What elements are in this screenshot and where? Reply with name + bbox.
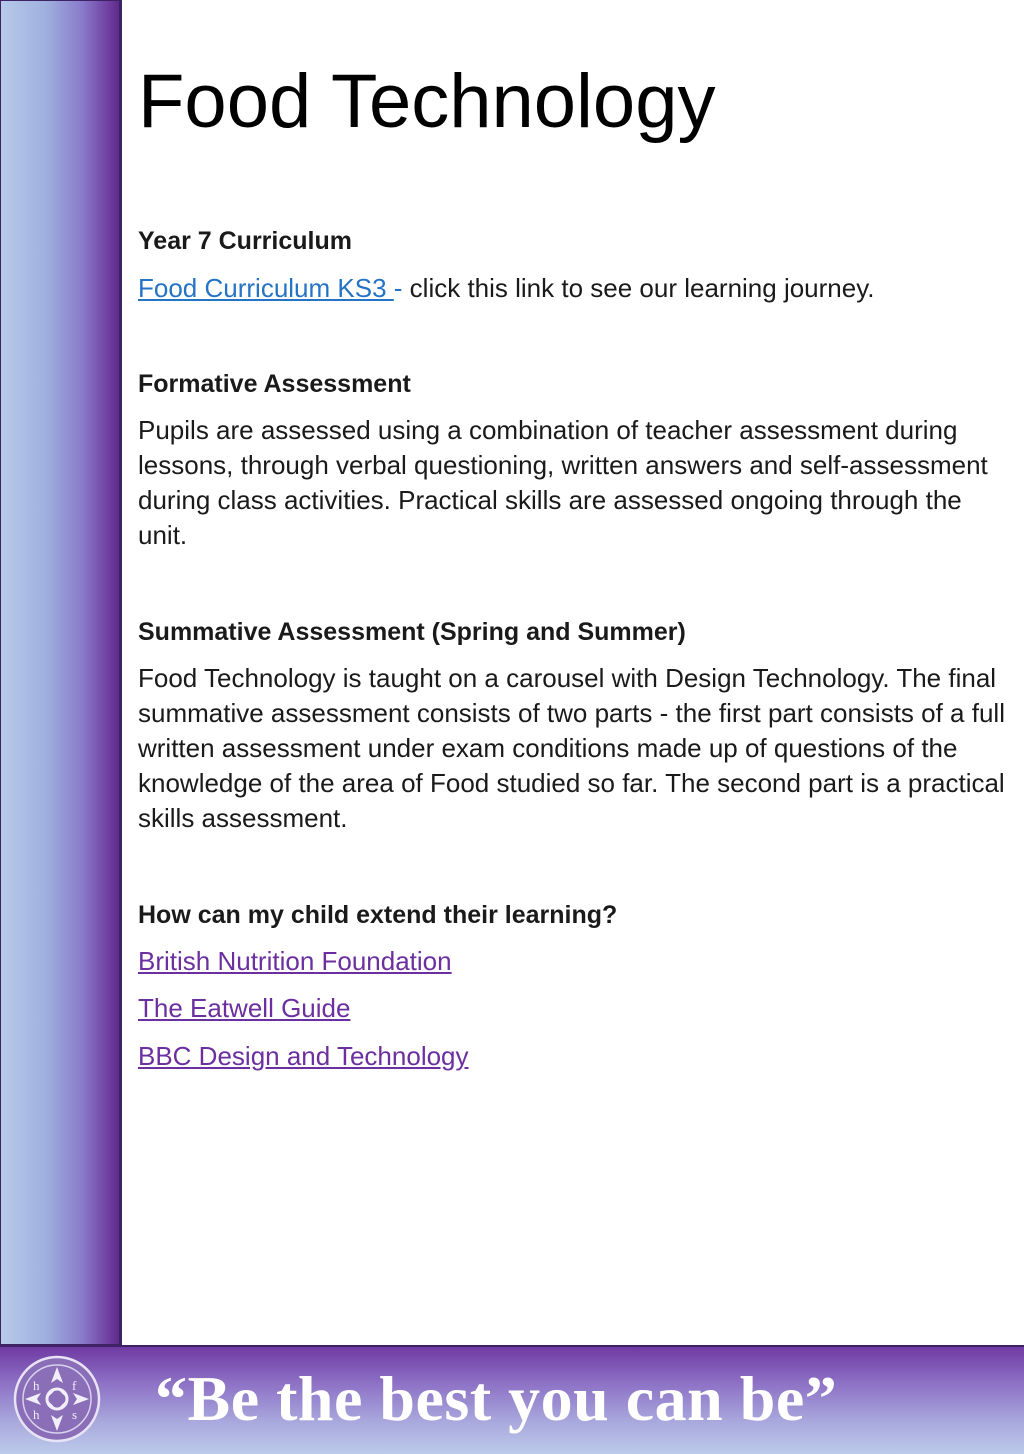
british-nutrition-foundation-link[interactable]: British Nutrition Foundation bbox=[138, 946, 452, 976]
summative-heading: Summative Assessment (Spring and Summer) bbox=[138, 618, 686, 646]
summative-body: Food Technology is taught on a carousel with Design Technology. The final summative assessment consists of two parts - the first part consists of a full written assessment under exam conditions made up of questions of the knowledge of the area of Food studied so far. The second part is a practical skills assessment. bbox=[138, 663, 1005, 833]
school-logo-icon bbox=[13, 1355, 101, 1443]
bbc-design-technology-link[interactable]: BBC Design and Technology bbox=[138, 1041, 469, 1071]
extend-heading: How can my child extend their learning? bbox=[138, 901, 618, 929]
eatwell-guide-link[interactable]: The Eatwell Guide bbox=[138, 993, 351, 1023]
formative-body: Pupils are assessed using a combination of teacher assessment during lessons, through verbal questioning, written answers and self-assessment during class activities. Practical skills are assessed ongoing through the unit. bbox=[138, 415, 988, 550]
formative-heading: Formative Assessment bbox=[138, 370, 411, 398]
logo-letter: h bbox=[33, 1378, 40, 1393]
logo-letter: h bbox=[33, 1407, 40, 1422]
decorative-sidebar bbox=[0, 0, 122, 1345]
curriculum-heading: Year 7 Curriculum bbox=[138, 227, 352, 255]
curriculum-link-line bbox=[138, 273, 875, 304]
page-title: Food Technology bbox=[138, 59, 716, 144]
logo-letter: f bbox=[72, 1378, 77, 1393]
curriculum-link-description: click this link to see our learning journey. bbox=[402, 273, 875, 303]
extend-link-line bbox=[138, 946, 452, 977]
extend-link-line bbox=[138, 993, 350, 1024]
food-curriculum-ks3-link[interactable]: Food Curriculum KS3 bbox=[138, 273, 394, 303]
link-dash: - bbox=[393, 273, 403, 303]
logo-letter: s bbox=[72, 1407, 78, 1422]
footer-banner bbox=[0, 1345, 1024, 1454]
school-motto: “Be the best you can be” bbox=[155, 1363, 838, 1434]
extend-link-line bbox=[138, 1041, 469, 1072]
